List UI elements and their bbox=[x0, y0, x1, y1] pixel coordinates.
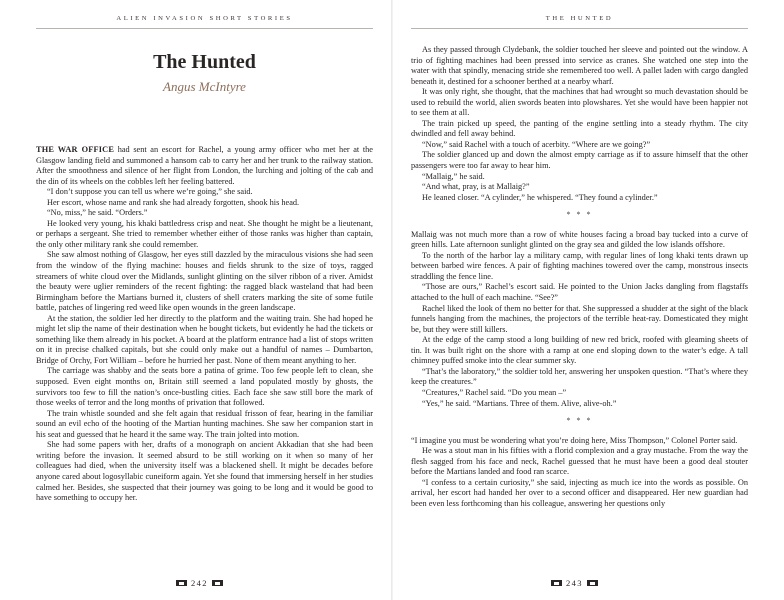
right-body-text bbox=[411, 45, 748, 509]
left-body-text bbox=[36, 145, 373, 504]
paragraph: “Mallaig,” he said. bbox=[422, 171, 485, 181]
story-title: The Hunted bbox=[153, 51, 256, 73]
folio-ornament-icon bbox=[587, 580, 598, 586]
paragraph: “Those are ours,” Rachel’s escort said. He pointed to the Union Jacks dangling from flagstaffs attached to the hull of each machine. “See?” bbox=[411, 282, 748, 303]
paragraph: She saw almost nothing of Glasgow, her eyes still dazzled by the miraculous visions she had seen from the window of the flying machine: houses and fields shrunk to the size of toys, ragged streamers of white cloud over the Midlands, sunlight glinting on the silver ribbon of a river. Amidst the beauty were uglier reminders of the recent fighting: the ragged black wasteland that had been Birmingham before the Martians burned it, clusters of shell craters marking the site of some futile battle, patches of lingering red weed like open wounds in the green landscape. bbox=[36, 250, 373, 313]
paragraph: She had some papers with her, drafts of a monograph on ancient Akkadian that she had been writing before the invasion. It seemed absurd to be still working on it when so many of her colleagues had died, when the university itself was a blackened shell. It might be decades before anyone cared about logosyllabic cuneiform again. Yet she found that immersing herself in her studies calmed her. Besides, she suspected that their journey was going to be long and it would be good to have something to occupy her. bbox=[36, 440, 373, 503]
paragraph: “No, miss,” he said. “Orders.” bbox=[47, 208, 148, 218]
paragraph: “Now,” said Rachel with a touch of acerbity. “Where are we going?” bbox=[422, 139, 651, 149]
running-head-right: THE HUNTED bbox=[545, 15, 614, 22]
section-break: * * * bbox=[566, 416, 593, 426]
paragraph: “And what, pray, is at Mallaig?” bbox=[422, 182, 530, 192]
paragraph: He was a stout man in his fifties with a florid complexion and a gray mustache. From the way the flesh sagged from his face and neck, Rachel guessed that he must have been a good deal stouter before the Martians landed and food ran scarce. bbox=[411, 446, 748, 477]
folio-ornament-icon bbox=[176, 580, 187, 586]
paragraph: At the station, the soldier led her directly to the platform and the waiting train. She had hoped he might let slip the name of their destination when he bought tickets, but evidently he had the tickets or something like them already in his pocket. A board at the platform entrance had a list of stops written on it in precise chalked capitals, but she could only make out a handful of names – Dumbarton, Bridge of Orchy, Fort William – before he hurried her past. None of them meant anything to her. bbox=[36, 313, 373, 365]
paragraph: It was only right, she thought, that the machines that had wrought so much devastation should be used to rebuild the world, alien swords beaten into plowshares. Yet she would have been happier not to see them at all. bbox=[411, 87, 748, 118]
paragraph: The train whistle sounded and she felt again that residual frisson of fear, hearing in the familiar sound an evil echo of the hooting of the Martian hunting machines. She saw her companion start in his seat and guessed that he heard it the same way. The train jolted into motion. bbox=[36, 408, 373, 439]
paragraph: “I don’t suppose you can tell us where we’re going,” she said. bbox=[47, 187, 253, 197]
paragraph: THE WAR OFFICE had sent an escort for Rachel, a young army officer who met her at the Glasgow landing field and summoned a hansom cab to carry her and her trunk to the railway station. After the smoothness and silence of her flight from London, the lurching and jolting of the cab and the din of its wheels on the cobbles left her feeling battered. bbox=[36, 145, 373, 186]
paragraph: He looked very young, his khaki battledress crisp and neat. She thought he might be a lieutenant, or perhaps a sergeant. She tried to remember whether either of those ranks was higher than captain, the only other military rank she could remember. bbox=[36, 218, 373, 249]
lead-in: THE WAR OFFICE bbox=[36, 145, 115, 154]
paragraph: “I imagine you must be wondering what you’re doing here, Miss Thompson,” Colonel Porter said. bbox=[411, 435, 738, 445]
paragraph: “Yes,” he said. “Martians. Three of them. Alive, alive-oh.” bbox=[422, 398, 617, 408]
story-author: Angus McIntyre bbox=[163, 79, 246, 94]
paragraph: Rachel liked the look of them no better for that. She suppressed a shudder at the sight of the black funnels hanging from the machines, the projectors of the terrible heat-ray. Domesticated they might be, but they were still killers. bbox=[411, 303, 748, 334]
paragraph: Her escort, whose name and rank she had already forgotten, shook his head. bbox=[47, 197, 300, 207]
paragraph: At the edge of the camp stood a long building of new red brick, roofed with gleaming sheets of tin. It was built right on the shore with a ramp at one end sloping down to the water’s edge. A tall chimney puffed smoke into the clear summer sky. bbox=[411, 335, 748, 366]
section-break: * * * bbox=[566, 210, 593, 220]
paragraph: The carriage was shabby and the seats bore a patina of grime. Too few people left to clean, she supposed. Even eight months on, Britain still seemed a land populated mostly by ghosts, the survivors too few to fill the nation’s once-bustling cities. Each face she saw still bore the mark of those weeks of terror and the long months of privation that followed. bbox=[36, 366, 373, 408]
paragraph: “Creatures,” Rachel said. “Do you mean –” bbox=[422, 387, 567, 397]
running-head-left: ALIEN INVASION SHORT STORIES bbox=[116, 15, 293, 22]
paragraph: The soldier glanced up and down the almost empty carriage as if to assure himself that the other passengers were too far away to hear him. bbox=[411, 150, 748, 171]
header-rule-left bbox=[36, 28, 373, 29]
paragraph: “I confess to a certain curiosity,” she said, injecting as much ice into the words as possible. On arrival, her escort had handed her over to a second officer and disappeared. Her new guardian had been even less forthcoming than his colleague, answering her questions only bbox=[411, 477, 748, 508]
paragraph: As they passed through Clydebank, the soldier touched her sleeve and pointed out the window. A trio of fighting machines had been pressed into service as cranes. She watched one step into the water with that spindly, menacing stride she remembered too well. A pallet laden with cargo dangled beneath it, destined for a schooner berthed at a nearby wharf. bbox=[411, 45, 748, 86]
page-number-right: 243 bbox=[551, 578, 598, 588]
right-page bbox=[392, 0, 784, 600]
paragraph: He leaned closer. “A cylinder,” he whispered. “They found a cylinder.” bbox=[422, 192, 658, 202]
page-number-left: 242 bbox=[176, 578, 223, 588]
folio-ornament-icon bbox=[212, 580, 223, 586]
paragraph: To the north of the harbor lay a military camp, with regular lines of long khaki tents drawn up between barbed wire fences. A pair of fighting machines towered over the camp, monstrous insects straddling the fence line. bbox=[411, 250, 748, 281]
folio-ornament-icon bbox=[551, 580, 562, 586]
paragraph: Mallaig was not much more than a row of white houses facing a broad bay tucked into a curve of green hills. Late afternoon sunlight glinted on the gray sea and gilded the low islands offshore. bbox=[411, 229, 748, 250]
header-rule-right bbox=[411, 28, 748, 29]
paragraph: “That’s the laboratory,” the soldier told her, answering her unspoken question. “That’s where they keep the creatures.” bbox=[411, 366, 748, 387]
paragraph: The train picked up speed, the panting of the engine settling into a steady rhythm. The city dwindled and fell away behind. bbox=[411, 118, 748, 139]
